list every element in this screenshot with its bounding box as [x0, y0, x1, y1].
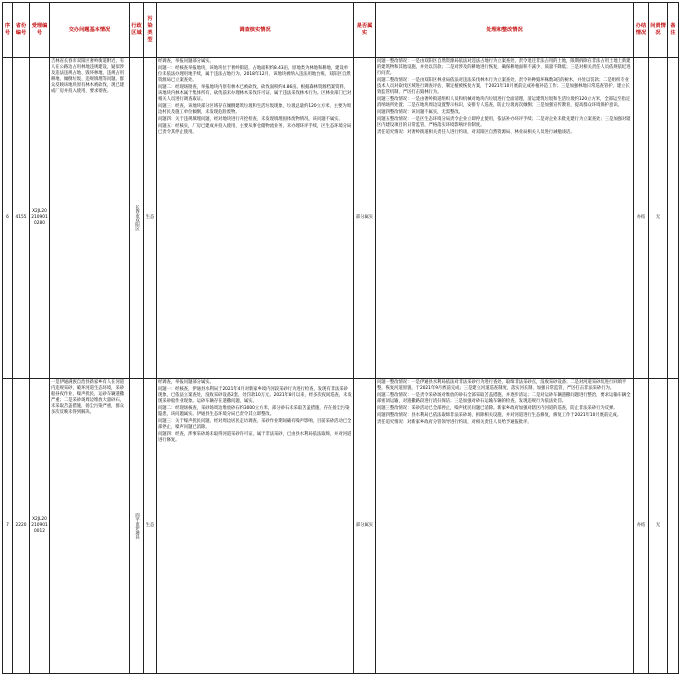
cell-case-no: X2JL202109010280	[30, 58, 50, 379]
handling-paragraph: 问题一整改情况：一是伊通县水利局依法对非法采砂行为进行查处，取缔非法采砂点，没收采砂设备；二是对河道采砂坑进行回填平整，恢复河道原貌，于2021年9月底前完成；三是建立河道巡查制度，落实河长制，加强日常监管，严厉打击非法采砂行为。	[377, 380, 627, 391]
investigation-paragraph: 经调查，举报问题部分属实。	[158, 380, 214, 385]
header-investigation: 调查核实情况	[157, 3, 354, 58]
header-remark: 备注	[668, 3, 679, 58]
cell-province-no: 2220	[13, 379, 30, 674]
cell-region	[130, 379, 144, 674]
investigation-paragraph: 问题二：经现场勘查，举报地块内原有林木已被砍伐，砍伐面积约4.86亩。根据森林资源档案资料，该地块内林木属于集体所有，砍伐前未办理林木采伐许可证，属于违法采伐林木行为。区林业部门已对相关人员进行调查取证。	[158, 85, 352, 102]
cell-remark	[668, 58, 679, 379]
table-row	[3, 58, 679, 379]
investigation-paragraph: 问题四：关于违规填埋问题，经对地块进行开挖检查，未发现填埋固体废物情况，该问题不属实。	[158, 117, 343, 122]
cell-basic: 吉林省长春市双阳区奢岭街道附近，有人在公路边占用林地违规建设，疑似涉及违法违规占地、毁坏林地、违规占用耕地、倾倒垃圾、违规填埋等问题。群众反映该地块原有林木被砍伐，现已建成厂房并投入使用，要求彻查。	[50, 58, 130, 379]
cell-investigation	[157, 379, 354, 674]
cell-investigation	[157, 58, 354, 379]
cell-status: 办结	[634, 379, 649, 674]
region-text: 四平市伊通县	[134, 513, 140, 539]
handling-paragraph: 问题四整改情况：县水利局已依法取缔非法采砂场，拆除相关设施，并对河道进行生态修复，修复工作于2021年10月底前完成。	[377, 413, 622, 418]
cell-seq: 7	[3, 379, 13, 674]
handling-paragraph: 问题二整改情况：一是责令采砂场对堆放的砂石全部采取苫盖措施，并逐步清运；二是对运砂车辆遗撒问题进行整治，要求运输车辆全部密闭运输，对遗撒路段进行清扫保洁；三是加强对砂石运输车辆的检查，发现违规行为依法处罚。	[377, 393, 631, 404]
header-region: 行政区域	[130, 3, 144, 58]
header-case-no: 受理编号	[30, 3, 50, 58]
header-type: 污染类型	[144, 3, 157, 58]
cell-verified: 部分属实	[354, 379, 376, 674]
handling-paragraph: 责任追究情况：对新家乡政府分管领导进行约谈，对相关责任人员给予通报批评。	[377, 420, 532, 425]
investigation-paragraph: 问题一：经核查举报地块，该地块位于奢岭街道，占地面积约8.43亩，原地类为林地和耕地，建设单位未依法办理用地手续，属于违法占地行为。2018年12月，该地块被纳入违法用地台账，双阳区自然资源局已立案查处。	[158, 66, 351, 83]
cell-type: 生态	[144, 58, 157, 379]
table-header	[3, 3, 679, 58]
handling-paragraph: 问题一整改情况：一是由双阳区自然资源局依法对违法占地行为立案查处，责令退还非法占用的土地，限期拆除在非法占用土地上新建的建筑物和其他设施，并处以罚款；二是对涉及的耕地进行恢复，确保耕地面积不减少、质量不降低；三是对相关责任人员依规依纪进行问责。	[377, 59, 631, 76]
investigation-paragraph: 问题三：经查，该地块部分区域存在倾倒建筑垃圾和生活垃圾现象，垃圾总量约120立方米，主要为周边村民及施工单位倾倒，未发现危险废物。	[158, 104, 351, 115]
report-sheet	[0, 2, 680, 682]
cell-type: 生态	[144, 379, 157, 674]
investigation-paragraph: 经调查，举报问题部分属实。	[158, 59, 214, 64]
cell-status: 办结	[634, 58, 649, 379]
investigation-paragraph: 问题五：经核实，厂房已建成并投入使用，主要从事仓储物流业务，未办理环评手续，区生态环境分局已责令其停止使用。	[158, 124, 352, 135]
cell-accountability: 无	[649, 379, 668, 674]
header-handling: 处理和整改情况	[376, 3, 634, 58]
investigation-paragraph: 问题二：经现场核查，采砂场周边堆放砂石约3000立方米，部分砂石未采取苫盖措施，存在扬尘污染隐患，该问题属实。伊通县生态环境分局已责令其立即整改。	[158, 406, 350, 417]
handling-paragraph: 问题三整改情况：采砂活动已全部停止，噪声扰民问题已消除。新家乡政府加强对辖区内河道的巡查，防止非法采砂行为反弹。	[377, 406, 618, 411]
cell-handling	[376, 379, 634, 674]
investigation-paragraph: 问题一：经核查，伊通县水利局于2021年4月对新家乡境内河段采砂行为进行检查，发现有非法采砂现象，已依法立案查处，没收采砂设备2套，处罚款10万元。2021年8月以来，经多次夜间巡查，未发现采砂船作业现象。运砂车辆存在遗撒问题，属实。	[158, 387, 352, 404]
investigation-paragraph: 问题三：关于噪声扰民问题，经对周边居民走访调查，采砂作业期间确有噪声影响，目前采砂活动已全部停止，噪声问题已消除。	[158, 419, 352, 430]
table-row	[3, 379, 679, 674]
cell-basic: 一是伊通满族自治县新家乡有人在河道内违规采砂，破坏河道生态环境，采砂船昼夜作业，噪声扰民，运砂车辆遗撒严重；二是采砂场周边堆放大量砂石，未采取苫盖措施，扬尘污染严重，群众多次反映未得到解决。	[50, 379, 130, 674]
cell-seq: 6	[3, 58, 13, 379]
handling-paragraph: 问题五整改情况：一是区生态环境分局责令企业立即停止使用，依法补办环评手续；二是对企业未批先建行为立案查处；三是加强对辖区内建设项目的日常监管，严格落实环境影响评价制度。	[377, 117, 631, 128]
region-text: 长春市双阳区	[134, 205, 140, 231]
cell-province-no: 4155	[13, 58, 30, 379]
cell-verified: 部分属实	[354, 58, 376, 379]
cell-accountability: 无	[649, 58, 668, 379]
handling-paragraph: 问题三整改情况：一是由奢岭街道组织人员和机械对地块内垃圾进行全面清理，清运建筑垃圾和生活垃圾约120立方米，全部运至指定消纳场所处置；二是在地块周边设置警示标识，安排专人巡查，防止垃圾再次倾倒；三是加强宣传教育，提高群众环境保护意识。	[377, 97, 631, 108]
cell-region	[130, 58, 144, 379]
cell-handling	[376, 58, 634, 379]
header-province-no: 省份编号	[13, 3, 30, 58]
case-table	[2, 2, 679, 674]
cell-remark	[668, 379, 679, 674]
handling-paragraph: 责任追究情况：对奢岭街道相关责任人进行约谈，对双阳区自然资源局、林业局相关人员进行诫勉谈话。	[377, 130, 575, 135]
investigation-paragraph: 问题四：经查，涉事采砂场未取得河道采砂许可证，属于非法采砂，已由县水利局依法取缔，并对河道进行修复。	[158, 432, 352, 443]
header-status: 办结情况	[634, 3, 649, 58]
handling-paragraph: 问题二整改情况：一是由双阳区林业局依法对违法采伐林木行为立案查处，责令补种毁坏株数3倍的树木，并处以罚款；二是组织专业技术人员对砍伐区域进行调查评估，制定植被恢复方案，于2021年10月底前完成补植补造工作；三是加强林地日常巡查管护，建立长效监管机制，严厉打击毁林行为。	[377, 78, 630, 95]
handling-paragraph: 问题四整改情况：该问题不属实，无需整改。	[377, 110, 463, 115]
header-basic: 交办问题基本情况	[50, 3, 130, 58]
header-verified: 是否属实	[354, 3, 376, 58]
header-accountability: 问责情况	[649, 3, 668, 58]
header-seq: 序号	[3, 3, 13, 58]
cell-case-no: X2JL202109010012	[30, 379, 50, 674]
